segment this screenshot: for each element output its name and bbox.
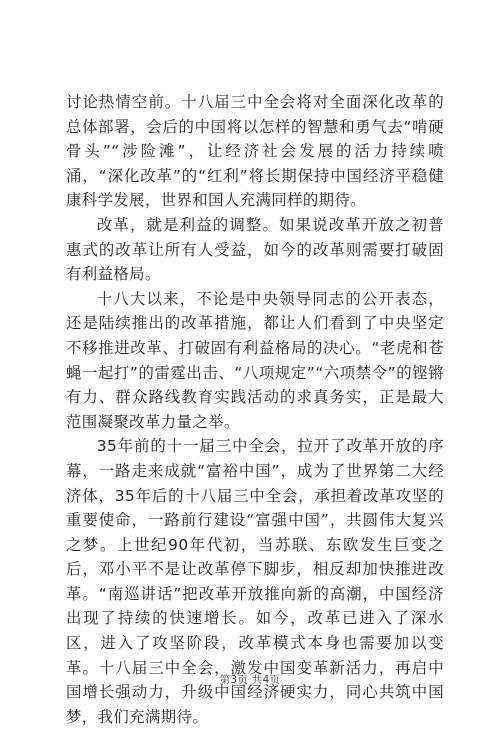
paragraph-3: 十八大以来，不论是中央领导同志的公开表态，还是陆续推出的改革措施，都让人们看到了中央坚定不移推进改革、打破固有利益格局的决心。“老虎和苍蝇一起打”的雷霆出击、“八项规定”“六项禁令”的铿锵有力、群众路线教育实践活动的求真务实，正是最大范围凝聚改革力量之举。: [66, 289, 444, 431]
page-footer: 第3页 共4页: [219, 674, 281, 686]
document-body: [66, 90, 444, 729]
paragraph-2: 改革，就是利益的调整。如果说改革开放之初普惠式的改革让所有人受益，如今的改革则需要打破固有利益格局。: [66, 215, 444, 284]
paragraph-1: 讨论热情空前。十八届三中全会将对全面深化改革的总体部署，会后的中国将以怎样的智慧和勇气去“啃硬骨头”“涉险滩”，让经济社会发展的活力持续喷涌，“深化改革”的“红利”将长期保持中国经济平稳健康科学发展，世界和国人充满同样的期待。: [66, 93, 444, 210]
paragraph-4: 35年前的十一届三中全会，拉开了改革开放的序幕，一路走来成就“富裕中国”，成为了世界第二大经济体，35年后的十八届三中全会，承担着改革攻坚的重要使命，一路前行建设“富强中国”，共圆伟大复兴之梦。上世纪90年代初，当苏联、东欧发生巨变之后，邓小平不是让改革停下脚步，相反却加快推进改革。“南巡讲话”把改革开放推向新的高潮，中国经济出现了持续的快速增长。如今，改革已进入了深水区，进入了攻坚阶段，改革模式本身也需要加以变革。十八届三中全会，激发中国变革新活力，再启中国增长强动力，升级中国经济硬实力，同心共筑中国梦，我们充满期待。: [66, 437, 444, 726]
